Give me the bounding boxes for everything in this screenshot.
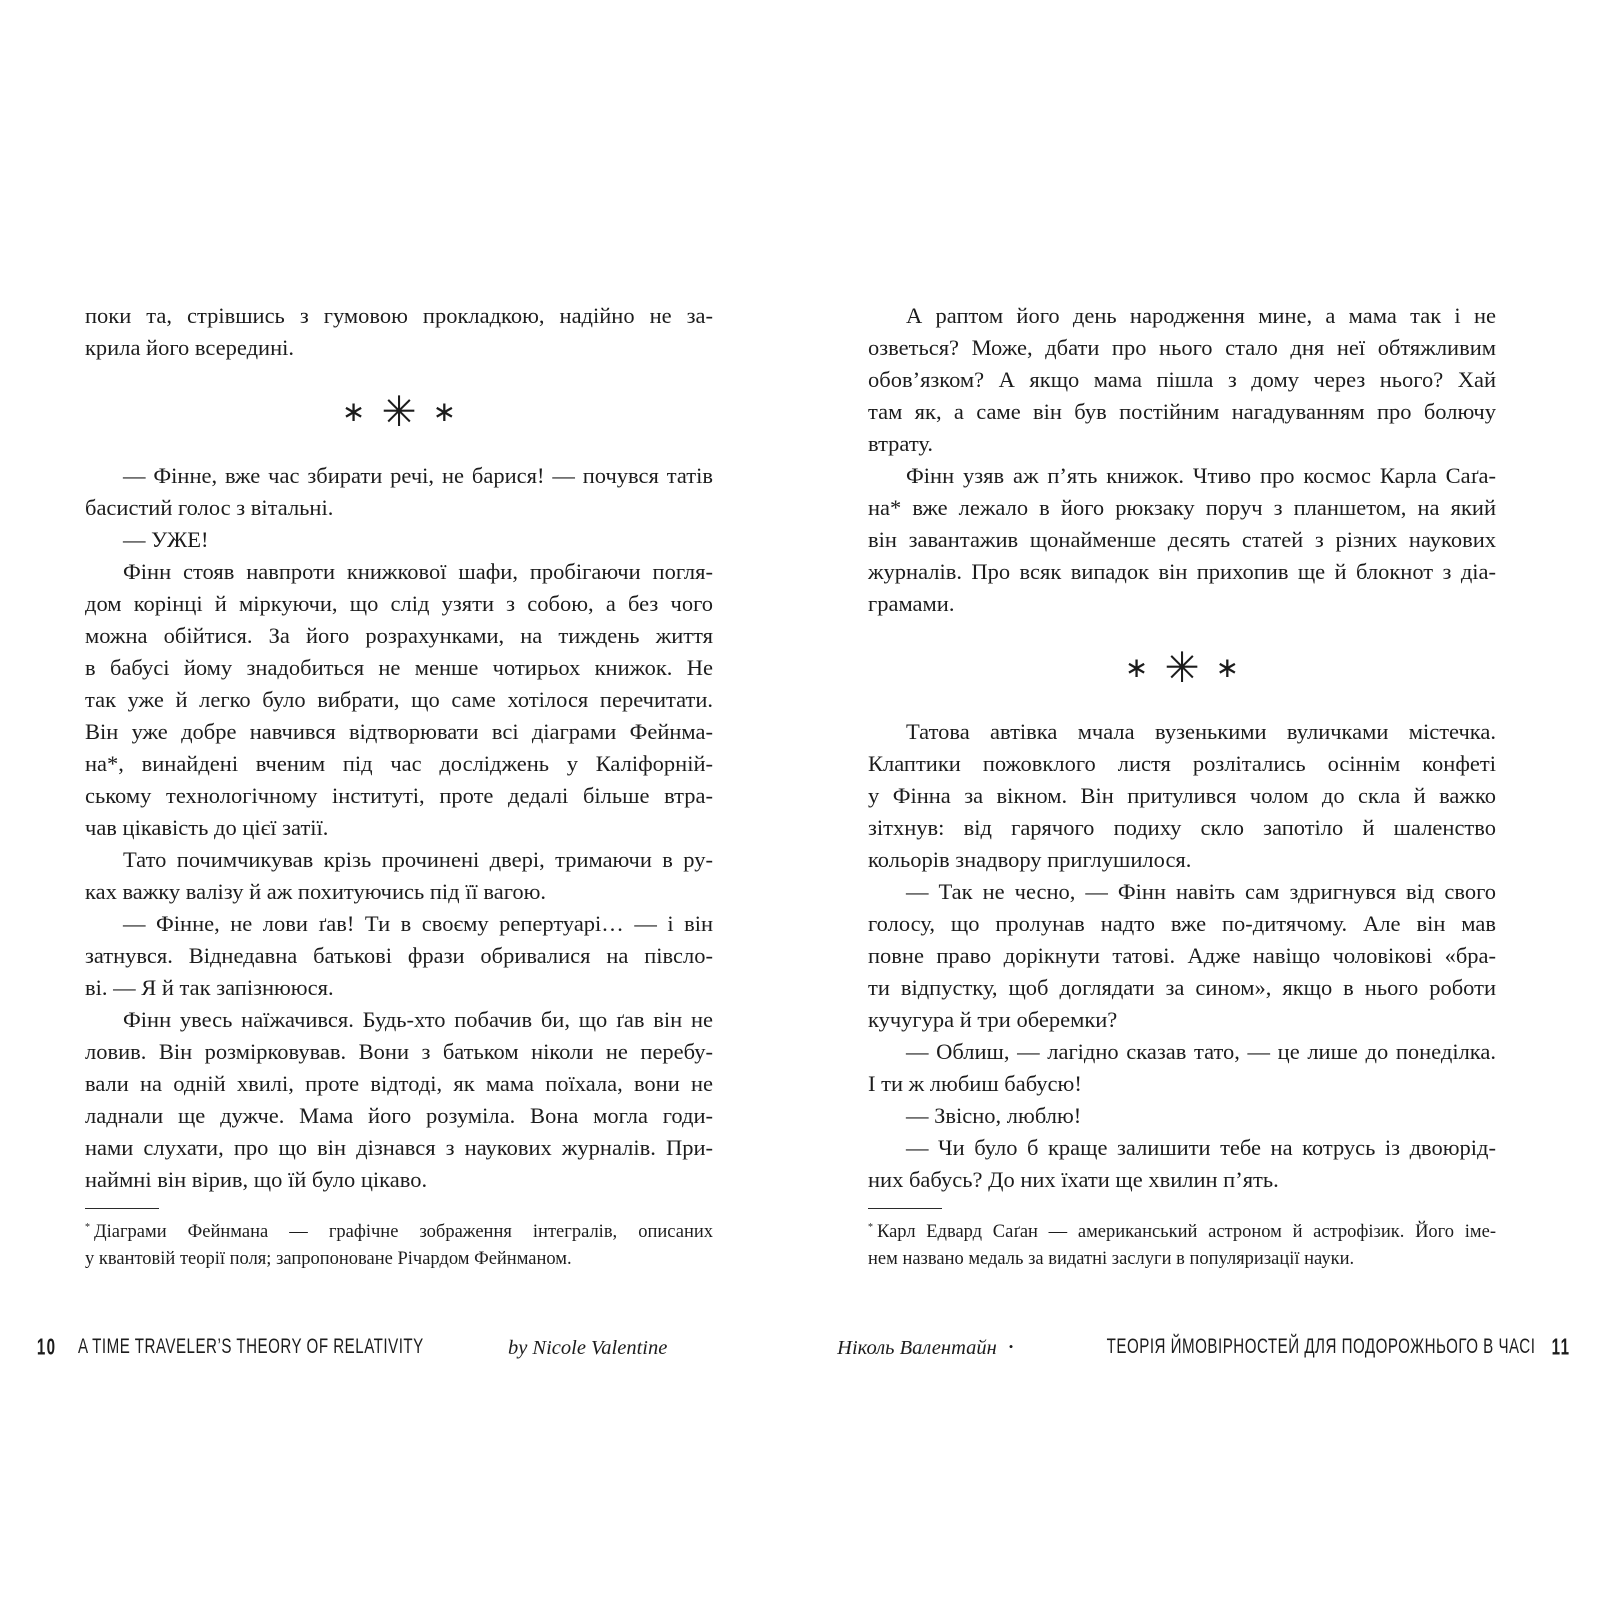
text-line: голосу, що пролунав надто вже по-дитячому. Але він мав xyxy=(868,911,1496,936)
text-line: обов’язком? А якщо мама пішла з дому через нього? Хай xyxy=(868,367,1496,392)
footnote-marker: * xyxy=(85,1221,90,1233)
text-line: басистий голос з вітальні. xyxy=(85,495,334,520)
text-line: він завантажив щонайменше десять статей з різних наукових xyxy=(868,527,1496,552)
text-line: можна обійтися. За його розрахунками, на тиждень життя xyxy=(85,623,713,648)
footnote-line: * Діаграми Фейнмана — графічне зображення інтегралів, описаних xyxy=(85,1221,713,1242)
right-page-text-column xyxy=(868,300,1496,1196)
text-line: журналів. Про всяк випадок він прихопив ще й блокнот з діа- xyxy=(868,559,1496,584)
text-line: А раптом його день народження мине, а мама так і не xyxy=(906,303,1496,328)
text-line: І ти ж любиш бабусю! xyxy=(868,1071,1082,1096)
text-line: затнувся. Віднедавна батькові фрази обривалися на півсло- xyxy=(85,943,713,968)
footnote-line: * Карл Едвард Саґан — американський астроном й астрофізик. Його іме- xyxy=(868,1221,1496,1242)
text-line: нами слухати, про що він дізнався з наукових журналів. При- xyxy=(85,1135,713,1160)
footnote-text xyxy=(85,1219,713,1273)
text-line: Фінн узяв аж п’ять книжок. Чтиво про космос Карла Саґа- xyxy=(906,463,1496,488)
book-title-ukrainian: ТЕОРІЯ ЙМОВІРНОСТЕЙ ДЛЯ ПОДОРОЖНЬОГО В ЧАСІ xyxy=(1107,1334,1536,1358)
text-line: Фінн стояв навпроти книжкової шафи, пробігаючи погля- xyxy=(123,559,713,584)
text-line: них бабусь? До них їхати ще хвилин п’ять. xyxy=(868,1167,1279,1192)
left-page-text-column xyxy=(85,300,713,1196)
right-running-footer xyxy=(837,1336,1574,1360)
text-line: так уже й легко було вибрати, що саме хотілося перечитати. xyxy=(85,687,713,712)
text-line: — Чи було б краще залишити тебе на котрусь із двоюрід- xyxy=(906,1135,1496,1160)
asterisk-icon: ∗ xyxy=(341,395,366,428)
text-line: чав цікавість до цієї затії. xyxy=(85,815,329,840)
asterisk-icon: ∗ xyxy=(432,395,457,428)
text-line: — Фінне, вже час збирати речі, не барися! — почувся татів xyxy=(123,463,713,488)
text-line: наймні він вірив, що їй було цікаво. xyxy=(85,1167,428,1192)
text-line: ві. — Я й так запізнююся. xyxy=(85,975,334,1000)
footnote-text xyxy=(868,1219,1496,1273)
text-line: там як, а саме він був постійним нагадуванням про болючу xyxy=(868,399,1496,424)
text-line: ловив. Він розмірковував. Вони з батьком ніколи не перебу- xyxy=(85,1039,713,1064)
text-line: кольорів знадвору приглушилося. xyxy=(868,847,1192,872)
footer-bullet-separator: • xyxy=(1008,1339,1014,1354)
right-page-footnote xyxy=(868,1208,1496,1273)
text-line: дом корінці й міркуючи, що слід узяти з собою, а без чого xyxy=(85,591,713,616)
author-name-ukrainian: Ніколь Валентайн xyxy=(837,1337,997,1359)
text-line: ках важку валізу й аж похитуючись під її вагою. xyxy=(85,879,547,904)
asterisk-icon: ∗ xyxy=(1124,651,1149,684)
text-line: Татова автівка мчала вузенькими вуличками містечка. xyxy=(906,719,1496,744)
text-line: ському технологічному інституті, проте дедалі більше втра- xyxy=(85,783,713,808)
section-break-ornament xyxy=(85,364,713,460)
text-line: повне право дорікнути татові. Адже навіщо чоловікові «бра- xyxy=(868,943,1496,968)
text-line: озветься? Може, дбати про нього стало дня неї обтяжливим xyxy=(868,335,1496,360)
text-line: грамами. xyxy=(868,591,955,616)
text-line: вали на одній хвилі, проте відтоді, як мама поїхала, вони не xyxy=(85,1071,713,1096)
text-line: — УЖЕ! xyxy=(123,527,209,552)
footnote-line: у квантовій теорії поля; запропоноване Річардом Фейнманом. xyxy=(85,1249,572,1269)
text-line: Клаптики пожовклого листя розлітались осіннім конфеті xyxy=(868,751,1496,776)
section-break-ornament xyxy=(868,620,1496,716)
text-line: ладнали ще дужче. Мама його розуміла. Вона могла годи- xyxy=(85,1103,713,1128)
text-line: Тато почимчикував крізь прочинені двері, тримаючи в ру- xyxy=(123,847,713,872)
right-page-number: 11 xyxy=(1551,1334,1571,1361)
text-line: крила його всередині. xyxy=(85,335,294,360)
footnote-line: нем названо медаль за видатні заслуги в популяризації науки. xyxy=(868,1249,1355,1269)
text-line: Він уже добре навчився відтворювати всі діаграми Фейнма- xyxy=(85,719,713,744)
text-line: Фінн увесь наїжачився. Будь-хто побачив би, що ґав він не xyxy=(123,1007,713,1032)
text-line: кучугура й три оберемки? xyxy=(868,1007,1118,1032)
text-line: зітхнув: від гарячого подиху скло запотіло й шаленство xyxy=(868,815,1496,840)
text-line: втрату. xyxy=(868,431,933,456)
asterisk-star-icon: ✳ xyxy=(381,387,417,436)
text-line: у Фінна за вікном. Він притулився чолом до скла й важко xyxy=(868,783,1496,808)
footnote-marker: * xyxy=(868,1221,873,1233)
footnote-rule xyxy=(85,1208,159,1209)
text-line: на*, винайдені вченим під час досліджень у Каліфорній- xyxy=(85,751,713,776)
text-line: — Так не чесно, — Фінн навіть сам здригнувся від свого xyxy=(906,879,1496,904)
left-page-number: 10 xyxy=(36,1334,57,1361)
footnote-rule xyxy=(868,1208,942,1209)
text-line: поки та, стрівшись з гумовою прокладкою, надійно не за- xyxy=(85,303,713,328)
text-line: — Фінне, не лови ґав! Ти в своєму репертуарі… — і він xyxy=(123,911,713,936)
left-page-footnote xyxy=(85,1208,713,1273)
book-title-english: A TIME TRAVELER’S THEORY OF RELATIVITY xyxy=(78,1334,425,1358)
text-line: в бабусі йому знадобиться не менше чотирьох книжок. Не xyxy=(85,655,713,680)
asterisk-star-icon: ✳ xyxy=(1164,643,1200,692)
text-line: на* вже лежало в його рюкзаку поруч з планшетом, на який xyxy=(868,495,1496,520)
left-running-footer xyxy=(33,1336,667,1360)
text-line: ти відпустку, щоб доглядати за сином», якщо в нього роботи xyxy=(868,975,1496,1000)
asterisk-icon: ∗ xyxy=(1215,651,1240,684)
text-line: — Звісно, люблю! xyxy=(906,1103,1082,1128)
author-byline-english: by Nicole Valentine xyxy=(507,1337,668,1359)
text-line: — Облиш, — лагідно сказав тато, — це лише до понеділка. xyxy=(906,1039,1496,1064)
